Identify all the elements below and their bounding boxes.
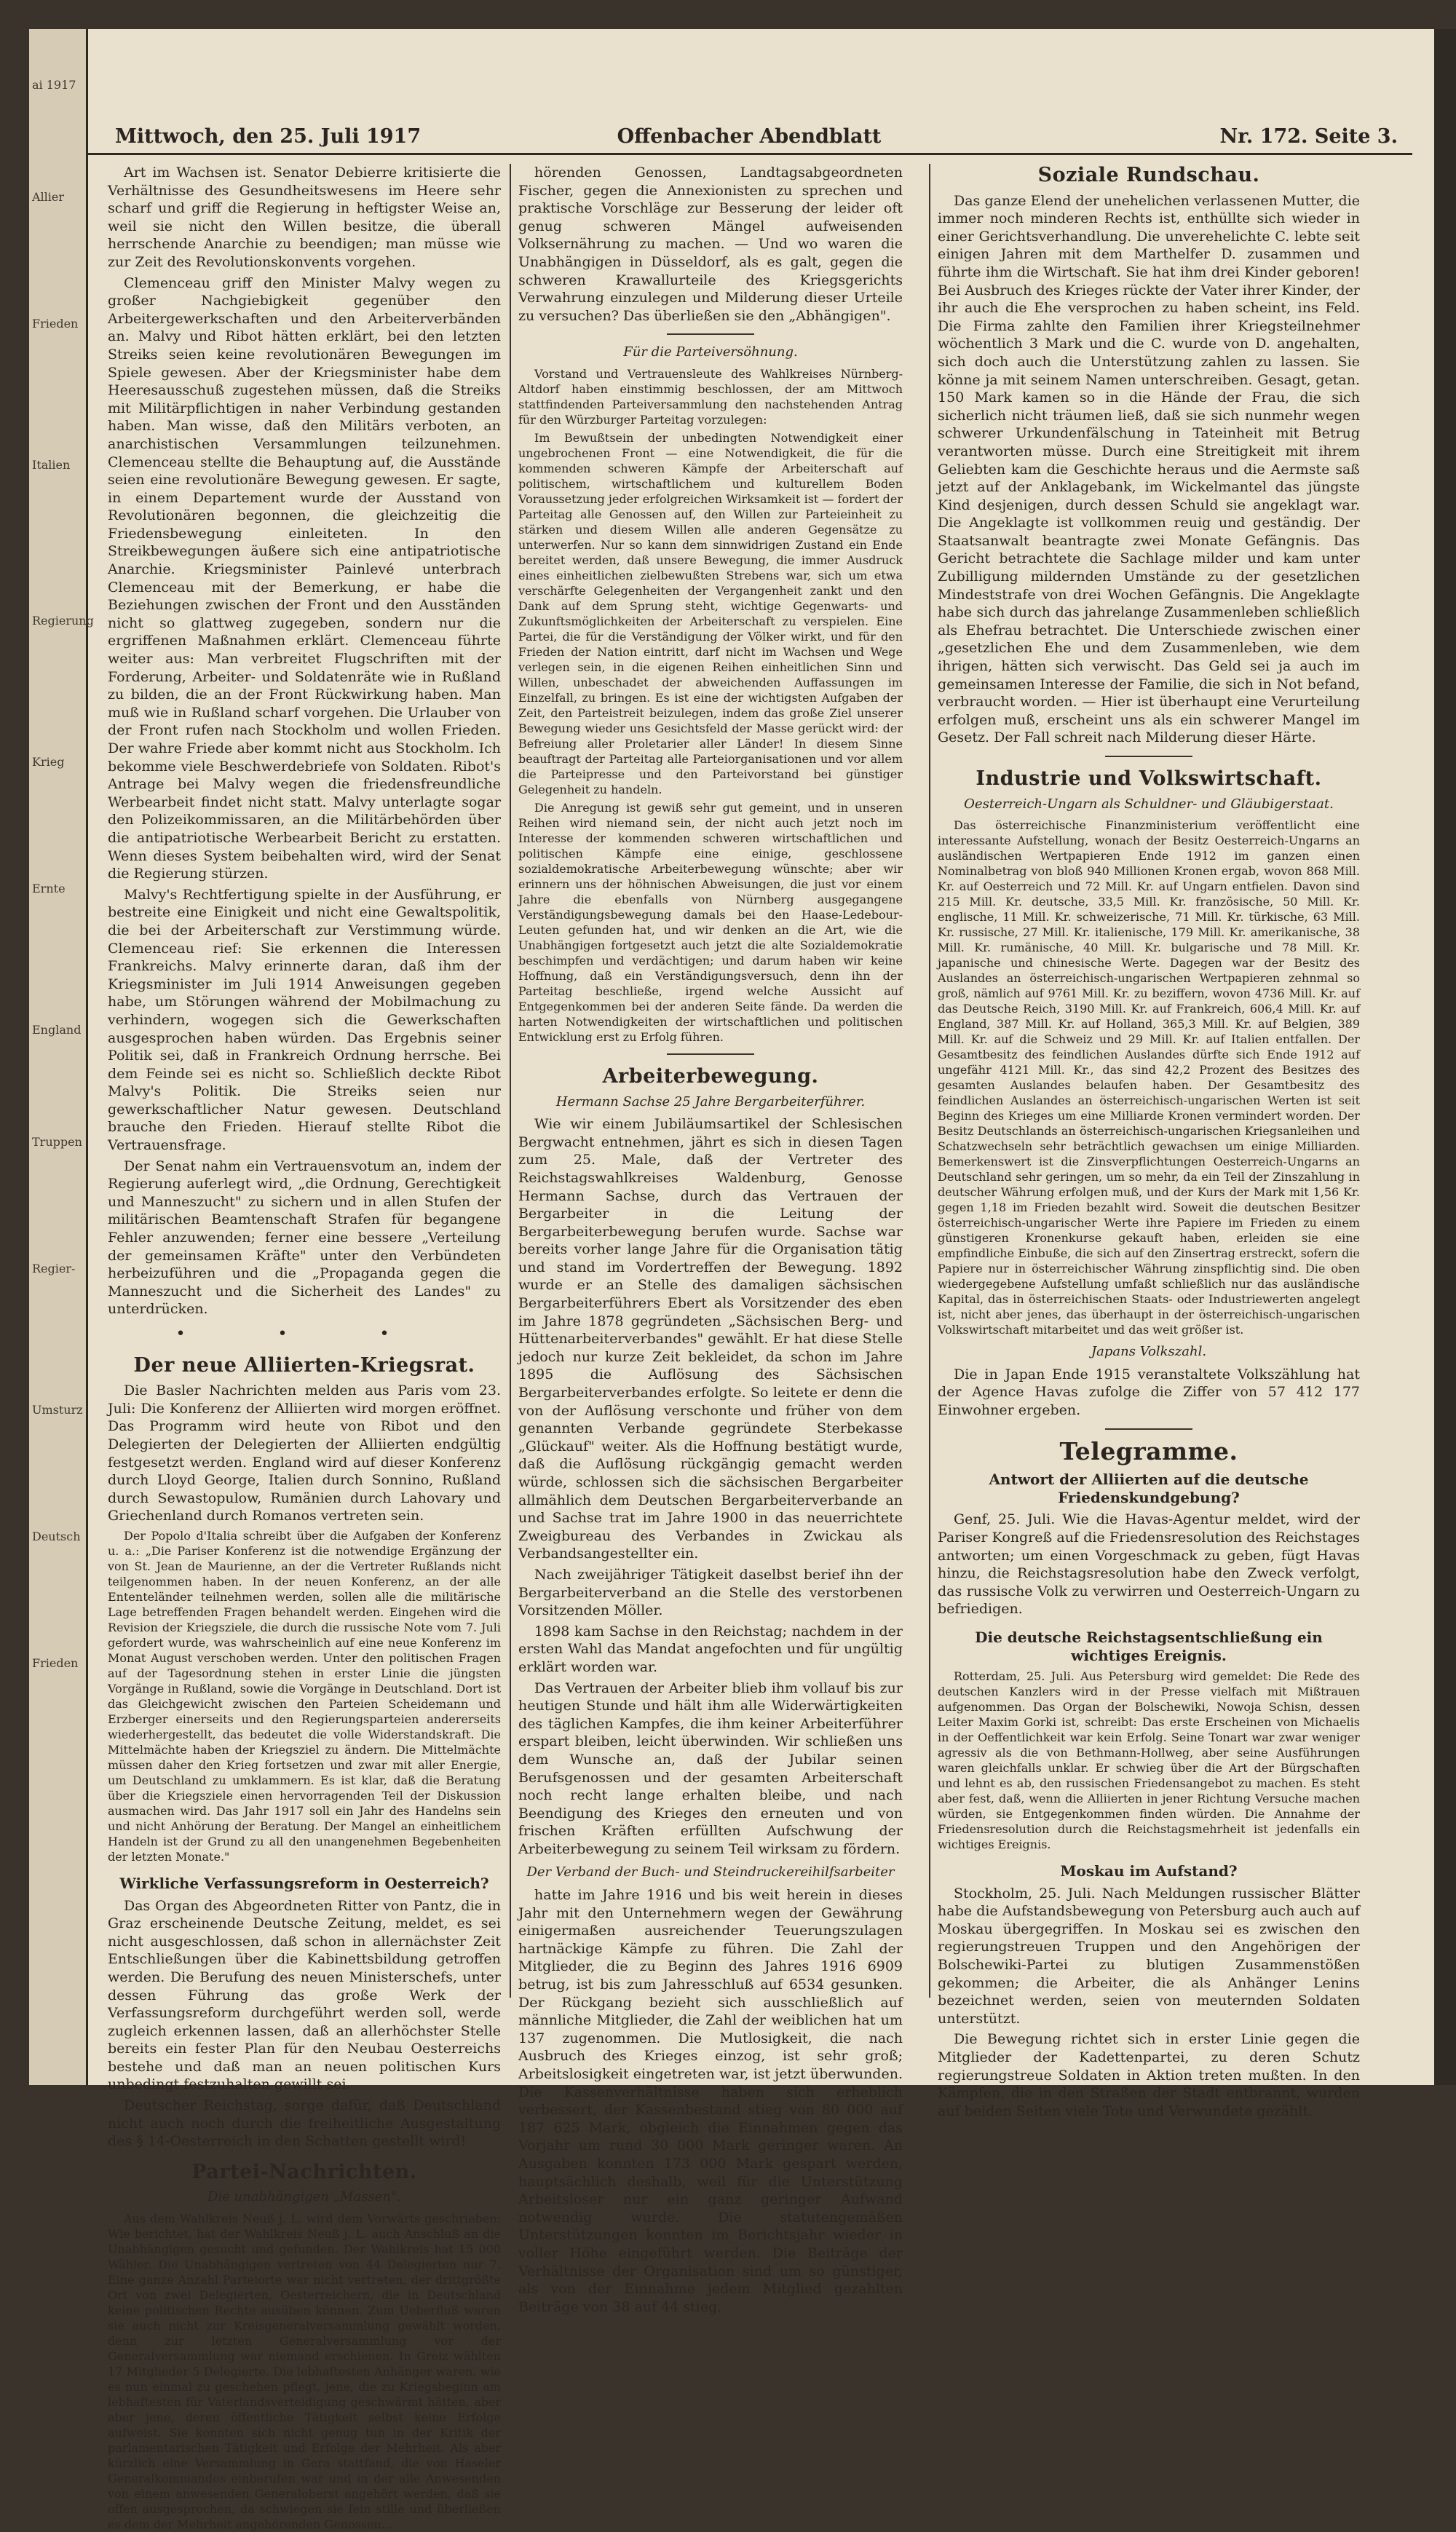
- subheadline: Hermann Sachse 25 Jahre Bergarbeiterführer.: [555, 1093, 866, 1109]
- article-paragraph: Deutscher Reichstag, sorge dafür, daß Deutschland nicht auch noch durch die freiheitliche Ausgestaltung des § 14-Oesterreich in den Schatten gestellt wird!: [108, 2097, 501, 2150]
- headline-moscow: Moskau im Aufstand?: [1060, 1862, 1238, 1880]
- strip-fragment: ai 1917: [32, 78, 76, 92]
- article-paragraph: Wie wir einem Jubiläumsartikel der Schlesischen Bergwacht entnehmen, jährt es sich in diesen Tagen zum 25. Male, daß der Vertreter des Reichstagswahlkreises Waldenburg, Genosse Hermann Sachse, durch das Vertrauen der Bergarbeiter in die Leitung der Bergarbeiterbewegung berufen wurde. Sachse war bereits vorher lange Jahre für die Organisation tätig und stand im Vordertreffen der Bewegung. 1892 wurde er an Stelle des damaligen sächsischen Bergarbeiterführers Ebert als Vorsitzender des eben im Jahre 1878 gegründeten „Sächsischen Berg- und Hüttenarbeiterverbandes" gewählt. Er hat diese Stelle jedoch nur kurze Zeit bekleidet, da schon im Jahre 1895 die Auflösung des Sächsischen Bergarbeiterverbandes erfolgte. So leitete er denn die von der Auflösung verschonte und früher von dem genannten Verbande gegründete Sterbekasse „Glückauf" weiter. Als die Hoffnung bestätigt wurde, daß die Auflösung rückgängig gemacht werden würde, schlossen sich die sächsischen Bergarbeiter allmählich dem Deutschen Bergarbeiterverbande an und Sachse trat im Jahre 1900 in das neuerrichtete Zweigbureau des Verbandes in Zwickau als Verbandsangestellter ein.: [518, 1116, 903, 1562]
- subheadline: Die unabhängigen „Massen".: [207, 2189, 401, 2205]
- section-dots: • • •: [175, 1325, 433, 1343]
- newspaper-title: Offenbacher Abendblatt: [617, 125, 882, 148]
- strip-fragment: Deutsch: [32, 1530, 81, 1543]
- article-paragraph: Nach zweijähriger Tätigkeit daselbst berief ihn der Bergarbeiterverband an die Stelle des verstorbenen Vorsitzenden Möller.: [518, 1566, 903, 1619]
- divider: [1105, 756, 1192, 757]
- newspaper-page: [29, 29, 1456, 2532]
- article-paragraph: Die Basler Nachrichten melden aus Paris vom 23. Juli: Die Konferenz der Alliierten wird morgen eröffnet. Das Programm wird heute von Ribot und den Delegierten der Delegierten der Alliierten endgültig festgesetzt werden. England wird auf dieser Konferenz durch Lloyd George, Italien durch Sonnino, Rußland durch Sewastopulow, Rumänien durch Lahovary und Griechenland durch Romanos vertreten sein.: [108, 1382, 501, 1524]
- column-1: [108, 164, 501, 2532]
- article-paragraph: Das österreichische Finanzministerium veröffentlicht eine interessante Aufstellung, wonach der Besitz Oesterreich-Ungarns an ausländischen Wertpapieren Ende 1912 im ganzen einen Nominalbetrag von bloß 940 Millionen Kronen ergab, wovon 868 Mill. Kr. auf Oesterreich und 72 Mill. Kr. auf Ungarn entfielen. Davon sind 215 Mill. Kr. deutsche, 33,5 Mill. Kr. französische, 50 Mill. Kr. englische, 11 Mill. Kr. schweizerische, 71 Mill. Kr. türkische, 63 Mill. Kr. russische, 27 Mill. Kr. italienische, 179 Mill. Kr. amerikanische, 38 Mill. Kr. rumänische, 40 Mill. Kr. bulgarische und 78 Mill. Kr. japanische und chinesische Werte. Dagegen war der Besitz des Auslandes an österreichisch-ungarischen Wertpapieren zehnmal so groß, nämlich auf 9761 Mill. Kr. zu beziffern, wovon 4736 Mill. Kr. auf das Deutsche Reich, 3190 Mill. Kr. auf Frankreich, 606,4 Mill. Kr. auf England, 387 Mill. Kr. auf Holland, 365,3 Mill. Kr. auf Belgien, 389 Mill. Kr. auf die Schweiz und 29 Mill. Kr. auf Italien entfallen. Der Gesamtbesitz des feindlichen Auslandes dürfte sich Ende 1912 auf ungefähr 4121 Mill. Kr., das sind 42,2 Prozent des Besitzes des gesamten Auslandes belaufen haben. Der Gesamtbesitz des feindlichen Auslandes an österreichisch-ungarischen Werten ist seit Beginn des Krieges um eine Milliarde Kronen vermindert worden. Der Besitz Deutschlands an österreichisch-ungarischen Kriegsanleihen und Schatzwechseln sehr beträchtlich gewachsen um einige Milliarden. Bemerkenswert ist die Zinsverpflichtungen Oesterreich-Ungarns an Deutschland sehr geringen, um so mehr, da ein Teil der Zinszahlung in deutscher Währung erfolgen muß, und der Kurs der Mark mit 1,56 Kr. gegen 1,18 im Frieden bezahlt wird. Soweit die deutschen Besitzer österreichisch-ungarischer Werte ihre Papiere im Frieden zu einem günstigeren Kronenkurse gekauft haben, erleiden sie eine empfindliche Einbuße, die sich auf den Zinsertrag erstreckt, sofern die Papiere nur in österreichischer Währung zinspflichtig sind. Die oben wiedergegebene Aufstellung umfaßt schließlich nur das ausländische Kapital, das in österreichischen Staats- oder Industriewerten angelegt ist, nicht aber jenes, das überhaupt in der österreichisch-ungarischen Volkswirtschaft mitarbeitet und das weit größer ist.: [938, 818, 1360, 1337]
- issue-number: Nr. 172. Seite 3.: [1219, 125, 1398, 148]
- headline-resolution: Die deutsche Reichstagsentschließung ein wichtiges Ereignis.: [975, 1628, 1323, 1664]
- article-paragraph: Das Vertrauen der Arbeiter blieb ihm vollauf bis zur heutigen Stunde und hält ihm alle Widerwärtigkeiten des täglichen Kampfes, die ihm keiner Arbeiterführer erspart bleiben, leicht überwinden. Wir schließen uns dem Wunsche an, daß der Jubilar seinen Berufsgenossen und der gesamten Arbeiterschaft noch recht lange erhalten bleibe, und nach Beendigung des Krieges den erneuten und von frischen Kräften erfüllten Aufschwung der Arbeiterbewegung zu seinem Teil wirksam zu fördern.: [518, 1680, 903, 1857]
- column-3: [938, 164, 1360, 2119]
- article-paragraph: Art im Wachsen ist. Senator Debierre kritisierte die Verhältnisse des Gesundheitswesens im Heere sehr scharf und griff die Regierung in heftigster Weise an, weil sie nicht den Willen besitze, die überall herrschende Anarchie zu beendigen; man müsse wie zur Zeit des Revolutionskonvents vorgehen.: [108, 165, 501, 270]
- article-paragraph: Die in Japan Ende 1915 veranstaltete Volkszählung hat der Agence Havas zufolge die Ziffer von 57 412 177 Einwohner ergeben.: [938, 1366, 1360, 1418]
- header-date: Mittwoch, den 25. Juli 1917: [115, 125, 422, 148]
- headline-telegrams: Telegramme.: [1059, 1436, 1238, 1465]
- article-paragraph: hörenden Genossen, Landtagsabgeordneten Fischer, gegen die Annexionisten zu sprechen und praktische Vorschläge zur Besserung der leider oft genug schweren Mängel aufweisenden Volksernährung zu machen. — Und wo waren die Unabhängigen in Düsseldorf, als es galt, gegen die schweren Krawallurteile des Kriegsgerichts Verwahrung einzulegen und Milderung dieser Urteile zu versuchen? Das überließen sie den „Abhängigen".: [518, 165, 903, 324]
- article-paragraph: Im Bewußtsein der unbedingten Notwendigkeit einer ungebrochenen Front — eine Notwendigkeit, die für die kommenden schweren Kämpfe der Arbeiterschaft auf politischem, wirtschaftlichem und kulturellem Boden Voraussetzung jeder erfolgreichen Wirksamkeit ist — fordert der Parteitag alle Genossen auf, den Willen zur Parteieinheit zu stärken und diesem Willen alle anderen Gegensätze zu unterwerfen. Nur so kann dem sinnwidrigen Zustand ein Ende bereitet werden, daß unsere Bewegung, die immer Ausdruck eines einheitlichen zielbewußten Strebens war, sich um etwa verschärfte Gelegenheiten der Vergangenheit zankt und den Dank auf dem Sprung steht, wichtige Gegenwarts- und Zukunftsmöglichkeiten der Arbeiterschaft zu verspielen. Eine Partei, die für die Verständigung der Völker wirkt, und für den Frieden der Nation eintritt, darf nicht im Wachsen und Wege verlegen sein, in die eigenen Reihen einheitlichen Sinn und Willen, unbeschadet der abweichenden Auffassungen im Einzelfall, zu bringen. Es ist eine der wichtigsten Aufgaben der Zeit, den Parteistreit beizulegen, indem das große Ziel unserer Bewegung wieder uns Gesichtsfeld der Masse gerückt wird: der Befreiung aller Proletarier aller Länder! In diesem Sinne beauftragt der Parteitag alle Parteiorganisationen und vor allem die Parteipresse und den Parteivorstand bei günstiger Gelegenheit zu handeln.: [518, 430, 903, 796]
- strip-fragment: Ernte: [32, 882, 66, 895]
- article-paragraph: Clemenceau griff den Minister Malvy wegen zu großer Nachgiebigkeit gegenüber den Arbeitergewerkschaften und den Arbeiterverbänden an. Malvy und Ribot hätten erklärt, bei den letzten Streiks seien keine revolutionären Bewegungen im Spiele gewesen. Aber der Kriegsminister habe dem Heeresausschuß zugestehen müssen, daß die Streiks mit Militärpflichtigen in naher Verbindung gestanden haben. Man wisse, daß den Militärs verboten, an anarchistischen Versammlungen teilzunehmen. Clemenceau stellte die Behauptung auf, die Ausstände seien eine revolutionäre Bewegung gewesen. Er sagte, in einem Departement wurde der Ausstand von Revolutionären begonnen, die gleichzeitig die Friedensbewegung einleiteten. In den Streikbewegungen äußere sich eine antipatriotische Anarchie. Kriegsminister Painlevé unterbrach Clemenceau mit der Bemerkung, er habe die Beziehungen zwischen der Front und den Ausständen nicht so glattweg zugegeben, sondern nur die ergriffenen Maßnahmen erklärt. Clemenceau führte weiter aus: Man verbreitet Flugschriften mit der Forderung, Arbeiter- und Soldatenräte wie in Rußland zu bilden, die an der Front Rückwirkung haben. Man muß wie in Rußland scharf vorgehen. Die Urlauber von der Front rufen nach Stockholm und wollen Frieden. Der wahre Friede aber kommt nicht aus Stockholm. Ich bekomme viele Beschwerdebriefe von Soldaten. Ribot's Antrage bei Malvy wegen die friedensfreundliche Werbearbeit findet nicht statt. Malvy unterlagte sogar den Polizeikommissaren, an die Militärbehörden über die antipatriotische Werbearbeit Bericht zu erstatten. Wenn dieses System beibehalten wird, wird der Senat die Regierung stürzen.: [108, 274, 501, 882]
- strip-fragment: Regier-: [32, 1262, 76, 1275]
- article-paragraph: Genf, 25. Juli. Wie die Havas-Agentur meldet, wird der Pariser Kongreß auf die Friedensresolution des Reichstages antworten; um einen Vorgeschmack zu geben, fügt Havas hinzu, die Reichstagsresolution habe den Zweck verfolgt, das russische Volk zu verwirren und Oesterreich-Ungarn zu befriedigen.: [938, 1511, 1360, 1618]
- strip-fragment: Frieden: [32, 1656, 79, 1670]
- article-paragraph: Das ganze Elend der unehelichen verlassenen Mutter, die immer noch minderen Rechts ist, enthüllte sich wieder in einer Gerichtsverhandlung. Die unverehelichte C. lebte seit einigen Jahren mit dem Marthelfer D. zusammen und führte ihm die Wirtschaft. Sie hat ihm drei Kinder geboren! Bei Ausbruch des Krieges rückte der Vater ihrer Kinder, der ihr auch die Ehe versprochen zu haben scheint, ins Feld. Die Firma zahlte den Familien ihrer Kriegsteilnehmer wöchentlich 3 Mark und die C. wurde von D. angehalten, sich doch auch die Unterstützung zahlen zu lassen. Sie könne ja mit seinem Namen unterschreiben. Gesagt, getan. 150 Mark kamen so in die Hände der Frau, die sich sicherlich nicht träumen ließ, daß sie sich nunmehr wegen schwerer Urkundenfälschung in Tateinheit mit Betrug verantworten müsse. Durch eine Streitigkeit mit ihrem Geliebten kam die Geschichte heraus und die Aermste saß jetzt auf der Anklagebank, im Wickelmantel das jüngste Kind desjenigen, durch dessen Schuld sie angeklagt war. Die Angeklagte ist vollkommen reuig und geständig. Der Staatsanwalt beantragte zwei Monate Gefängnis. Das Gericht betrachtete die Sachlage milder und kam unter Zubilligung mildernden Umstände zu der gesetzlichen Mindeststrafe von drei Wochen Gefängnis. Die Angeklagte habe sich durch das jahrelange Zusammenleben schließlich als Ehefrau betrachtet. Die Unterschiede zwischen einer „gesetzlichen Ehe und dem Zusammenleben, wie dem ihrigen, hätten sich verwischt. Das Geld sei ja auch im gemeinsamen Interesse der Familie, die sich in Not befand, verbraucht worden. — Hier ist überhaupt eine Verurteilung erfolgen muß, erscheint uns als ein schwerer Mangel im Gesetz. Der Fall schreit nach Milderung dieser Härte.: [938, 192, 1360, 746]
- strip-fragment: Umsturz: [32, 1403, 83, 1417]
- article-paragraph: Die Bewegung richtet sich in erster Linie gegen die Mitglieder der Kadettenpartei, zu deren Schutz regierungstreue Soldaten in Aktion treten mußten. In den Kämpfen, die in den Straßen der Stadt entbrannt, wurden auf beiden Seiten viele Tote und Verwundete gezählt.: [938, 2031, 1360, 2119]
- adjacent-page-strip: [29, 29, 94, 2085]
- headline-social: Soziale Rundschau.: [1037, 164, 1260, 186]
- column-2: [518, 164, 903, 2315]
- strip-fragment: Italien: [32, 458, 71, 472]
- article-paragraph: Die Anregung ist gewiß sehr gut gemeint, und in unseren Reihen wird niemand sein, der nicht auch jetzt noch im Interesse der kommenden schweren wirtschaftlichen und politischen Kämpfe eine einige, geschlossene sozialdemokratische Arbeiterbewegung wünschte; aber wir erinnern uns der höhnischen Abweisungen, die just vor einem Jahre die ebenfalls von Nürnberg ausgegangene Verständigungsbewegung damals bei den Haase-Ledebour-Leuten gefunden hat, und wir denken an die Art, wie die Unabhängigen fortgesetzt auch jetzt die alte Sozialdemokratie beschimpfen und verdächtigen; und darum haben wir keine Hoffnung, daß ein Verständigungsversuch, denn ihn der Parteitag beschließe, irgend welche Aussicht auf Entgegenkommen bei der anderen Seite fände. Da werden die harten Notwendigkeiten der wirtschaftlichen und politischen Entwicklung erst zu Erfolg führen.: [518, 800, 903, 1044]
- strip-fragment: Frieden: [32, 317, 79, 331]
- article-paragraph: Aus dem Wahlkreis Neuß j. L. wird dem Vorwärts geschrieben: Wie berichtet, hat der Wahlkreis Neuß j. L. auch Anschluß an die Unabhängigen gesucht und gefunden. Der Wahlkreis hat 15 000 Wähler. Die Unabhängigen vertreten von 44 Delegierten nur 7. Eine ganze Anzahl Parteiorte war nicht vertreten, der drittgrößte Ort von zwei Delegierten, Oesterreichern, die in Deutschland keine politischen Rechte ausüben können. Zum Ueberfluß waren sie auch nicht zur Kreisgeneralversammlung gewählt worden, denn zur letzten Generalversammlung vor der Generalversammlung war niemand erschienen. In Greiz wählten 17 Mitglieder 5 Delegierte. Die lebhaftesten Anhänger waren, wie es nun einmal zu geschehen pflegt, jene, die zu Kriegsbeginn am lebhaftesten für Vaterlandsverteidigung geschwärmt hätten, aber aber jene, deren öffentliche Tätigkeit selbst keine Erfolge aufweist. Sie konnten sich nicht genug tun in der Kritik der parlamentarischen Tätigkeit und Erfolge der Mehrheit. Als aber kürzlich eine Versammlung in Gera stattfand, die von Haseler Generalkommandos einberufen war und in der alle Anwesenden von einem anwesenden Generaloberst angehört werden, daß sie offen ausgesprochen, da schwiegen sie fein stille und überließen es dem der Mehrheit angehörenden Genossen...: [108, 2212, 501, 2532]
- article-paragraph: Das Organ des Abgeordneten Ritter von Pantz, die in Graz erscheinende Deutsche Zeitung, meldet, es sei nicht ausgeschlossen, daß schon in allernächster Zeit Entschließungen über die Kabinettsbildung getroffen werden. Die Berufung des neuen Ministerschefs, unter dessen Führung das große Werk der Verfassungsreform durchgeführt werden soll, werde zugleich erkennen lassen, daß an allerhöchster Stelle bereits ein fester Plan für den Neubau Oesterreichs bestehe und daß man an neuen politischen Kurs unbedingt festzuhalten gewillt sei.: [108, 1897, 501, 2093]
- strip-fragment: Regierung: [32, 614, 94, 628]
- article-paragraph: Der Popolo d'Italia schreibt über die Aufgaben der Konferenz u. a.: „Die Pariser Konferenz ist die notwendige Ergänzung der von St. Jean de Maurienne, an der die Vertreter Rußlands nicht teilgenommen haben. In der neuen Konferenz, an der alle Ententeländer teilnehmen werden, sollen alle die militärische Lage betreffenden Fragen behandelt werden. Eingehen wird die Revision der Kriegsziele, die durch die russische Note vom 7. Juli gefordert wurde, was wahrscheinlich auf eine neue Konferenz im Monat August verschoben werden. Unter den politischen Fragen auf der Tagesordnung stehen in erster Linie die jüngsten Vorgänge in Rußland, sowie die Vorgänge in Deutschland. Dort ist das Gleichgewicht zwischen den Parteien Scheidemann und Erzberger einerseits und den Regierungsparteien andererseits wiederhergestellt, das bedeutet die volle Widerstandskraft. Die Mittelmächte haben der Kriegsziel zu ändern. Die Mittelmächte müssen daher den Krieg fortsetzen und zwar mit aller Energie, um Deutschland zu umklammern. Es ist klar, daß die Beratung über die Kriegsziele einen hervorragenden Teil der Diskussion ausmachen wird. Das Jahr 1917 soll ein Jahr des Handelns sein und nicht Anhörung der Beratung. Der Mangel an einheitlichem Handeln ist der Grund zu all den unangenehmen Begebenheiten der letzten Monate.": [108, 1528, 501, 1864]
- strip-fragment: Allier: [32, 190, 65, 204]
- headline-industry: Industrie und Volkswirtschaft.: [976, 767, 1322, 790]
- article-paragraph: Stockholm, 25. Juli. Nach Meldungen russischer Blätter habe die Aufstandsbewegung von Petersburg auch auch auf Moskau übergegriffen. In Moskau sei es zwischen den regierungstreuen Truppen und den Angehörigen der Bolschewiki-Partei zu blutigen Zusammenstößen gekommen; die Arbeiter, die als Anhänger Lenins bezeichnet werden, seien von meuternden Soldaten unterstützt.: [938, 1885, 1360, 2027]
- divider: [1105, 1428, 1192, 1430]
- headline-labor: Arbeiterbewegung.: [602, 1064, 819, 1088]
- article-paragraph: Der Senat nahm ein Vertrauensvotum an, indem der Regierung auferlegt wird, „die Ordnung, Gerechtigkeit und Manneszucht" zu sichern und in allen Stufen der militärischen Beamtenschaft Strafen für begangene Fehler anzuwenden; ferner eine bessere „Verteilung der gemeinsamen Kräfte" unter den Verbündeten herbeizuführen und die „Propaganda gegen die Manneszucht und die Sicherheit des Landes" zu unterdrücken.: [108, 1158, 501, 1318]
- binding-edge: [1434, 29, 1456, 2085]
- subheadline: Für die Parteiversöhnung.: [623, 344, 798, 360]
- column-rule: [929, 164, 930, 1998]
- strip-fragment: Krieg: [32, 755, 65, 769]
- headline-party-news: Partei-Nachrichten.: [191, 2160, 417, 2183]
- subheadline: Der Verband der Buch- und Steindruckereihilfsarbeiter: [526, 1864, 895, 1880]
- divider: [667, 333, 754, 335]
- subheadline: Oesterreich-Ungarn als Schuldner- und Gläubigerstaat.: [964, 796, 1334, 812]
- article-paragraph: Rotterdam, 25. Juli. Aus Petersburg wird gemeldet: Die Rede des deutschen Kanzlers wird in der Presse vielfach mit Mißtrauen aufgenommen. Das Organ der Bolschewiki, Nowoja Schisn, dessen Leiter Maxim Gorki ist, schreibt: Das erste Erscheinen von Michaelis in der Oeffentlichkeit war kein Erfolg. Seine Tonart war zwar weniger agressiv als die von Bethmann-Hollweg, aber seine Ausführungen waren gleichfalls unklar. Er schwieg über die Art der Bürgschaften und lehnt es ab, den russischen Friedensangebot zu machen. Es steht aber fest, daß, wenn die Alliierten in jener Richtung Versuche machen würden, sie Entgegenkommen finden würden. Die Annahme der Friedensresolution durch die Reichstagsmehrheit ist jedenfalls ein wichtiges Ereignis.: [938, 1669, 1360, 1852]
- headline-answer: Antwort der Alliierten auf die deutsche Friedenskundgebung?: [989, 1471, 1309, 1506]
- divider: [667, 1053, 754, 1055]
- page-header: [86, 102, 1412, 155]
- strip-fragment: England: [32, 1023, 82, 1037]
- article-paragraph: Vorstand und Vertrauensleute des Wahlkreises Nürnberg-Altdorf haben einstimmig beschlossen, der am Mittwoch stattfindenden Parteiversammlung den nachstehenden Antrag für den Würzburger Parteitag vorzulegen:: [518, 366, 903, 427]
- strip-fragment: Truppen: [32, 1135, 82, 1149]
- subheadline: Japans Volkszahl.: [1091, 1344, 1207, 1360]
- article-paragraph: hatte im Jahre 1916 und bis weit herein in dieses Jahr mit den Unternehmern wegen der Gewährung einigermaßen ausreichender Teuerungszulagen hartnäckige Kämpfe zu führen. Die Zahl der Mitglieder, die zu Beginn des Jahres 1916 6909 betrug, ist bis zum Jahresschluß auf 6534 gesunken. Der Rückgang bezieht sich ausschließlich auf männliche Mitglieder, die Zahl der weiblichen hat um 137 zugenommen. Die Mutlosigkeit, die nach Ausbruch des Krieges einzog, ist sehr groß; Arbeitslosigkeit eingetreten war, ist jetzt überwunden. Die Kassenverhältnisse haben sich erheblich verbessert, der Kassenbestand stieg von 80 000 auf 187 625 Mark, obgleich die Einnahmen gegen das Vorjahr um rund 30 000 Mark geringer waren. An Ausgaben konnten 173 000 Mark gespart werden, hauptsächlich deshalb, weil für die Unterstützung Arbeitsloser nur ein ganz geringer Aufwand notwendig wurde. Die statutengemäßen Unterstützungen konnten im Berichtsjahr wieder in voller Höhe eingeführt werden. Die Beiträge der Verhältnisse der Organisation sind um so günstiger, als von der Einnahme jedem Mitglied gezahlten Beiträge von 38 auf 44 stieg.: [518, 1887, 903, 2315]
- article-paragraph: Malvy's Rechtfertigung spielte in der Ausführung, er bestreite eine Einigkeit und nicht eine Gewaltspolitik, die bei der Arbeiterschaft zur Verstimmung würde. Clemenceau rief: Sie erkennen die Interessen Frankreichs. Malvy erinnerte daran, daß ihm der Kriegsminister im Juli 1914 Anweisungen gegeben habe, um Störungen während der Mobilmachung zu verhindern, wogegen sich die Gewerkschaften ausgesprochen haben würden. Das Ergebnis seiner Politik sei, daß in Frankreich Ordnung herrsche. Bei dem Feinde sei es nicht so. Schließlich deckte Ribot Malvy's Politik. Die Streiks seien nur gewerkschaftlicher Natur gewesen. Deutschland brauche den Frieden. Hierauf stellte Ribot die Vertrauensfrage.: [108, 886, 501, 1154]
- headline-allies-council: Der neue Alliierten-Kriegsrat.: [133, 1353, 475, 1377]
- article-paragraph: 1898 kam Sachse in den Reichstag; nachdem in der ersten Wahl das Mandat angefochten und für ungültig erklärt worden war.: [518, 1623, 903, 1675]
- column-rule: [510, 164, 511, 1998]
- headline-austria-reform: Wirkliche Verfassungsreform in Oesterreich?: [119, 1874, 489, 1892]
